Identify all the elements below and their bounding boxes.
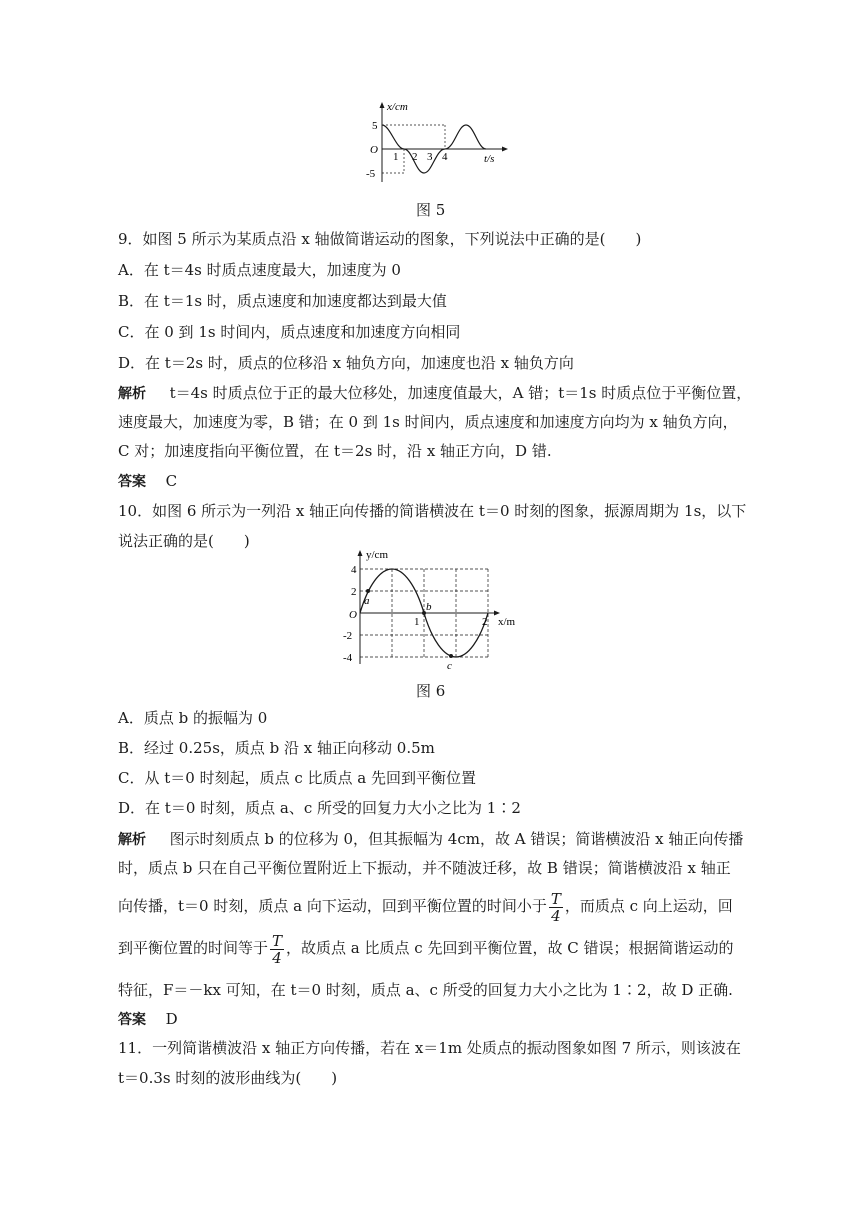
fraction-t-over-4	[549, 891, 563, 924]
q10-answer-label: 答案	[118, 1012, 146, 1028]
q9-analysis-line-2: 速度最大，加速度为零，B 错；在 0 到 1s 时间内，质点速度和加速度方向均为 x 轴负方向，	[118, 413, 738, 431]
fig5-x-tick-2: 2	[412, 151, 418, 163]
q10-analysis-label: 解析	[118, 832, 146, 848]
q11-stem-line-1: 11．一列简谐横波沿 x 轴正方向传播，若在 x＝1m 处质点的振动图象如图 7 所示，则该波在	[118, 1039, 741, 1057]
q9-analysis-line-3: C 对；加速度指向平衡位置，在 t＝2s 时，沿 x 轴正方向，D 错.	[118, 442, 552, 460]
q10-analysis-line-2: 时，质点 b 只在自己平衡位置附近上下振动，并不随波迁移，故 B 错误；简谐横波沿 x 轴正	[118, 859, 731, 877]
frac-den-2: 4	[272, 948, 282, 967]
q10-analysis-line-1	[118, 829, 743, 850]
q10-analysis-text-4b: ，故质点 a 比质点 c 先回到平衡位置，故 C 错误；根据简谐运动的	[286, 939, 734, 957]
q9-analysis-label: 解析	[118, 386, 146, 402]
q10-stem-line-2: 说法正确的是( )	[118, 532, 250, 550]
fraction-t-over-4-2	[270, 933, 284, 966]
q10-analysis-line-5: 特征，F＝－kx 可知，在 t＝0 时刻，质点 a、c 所受的回复力大小之比为 1∶2，故 D 正确.	[118, 981, 733, 999]
q9-answer-label: 答案	[118, 474, 146, 490]
q9-analysis-text-1: t＝4s 时质点位于正的最大位移处，加速度值最大，A 错；t＝1s 时质点位于平衡位置，	[169, 384, 752, 402]
q10-option-a: A．质点 b 的振幅为 0	[118, 709, 268, 727]
fig6-x-tick-2: 2	[482, 616, 488, 628]
q10-option-b: B．经过 0.25s，质点 b 沿 x 轴正向移动 0.5m	[118, 739, 435, 757]
fig6-y-tick-neg2: -2	[343, 630, 353, 642]
q9-option-b: B．在 t＝1s 时，质点速度和加速度都达到最大值	[118, 292, 447, 310]
fig6-point-c	[449, 654, 453, 658]
q10-analysis-text-1: 图示时刻质点 b 的位移为 0，但其振幅为 4cm，故 A 错误；简谐横波沿 x 轴正向传播	[169, 830, 744, 848]
q9-analysis-line-1	[118, 383, 751, 404]
q9-option-c: C．在 0 到 1s 时间内，质点速度和加速度方向相同	[118, 323, 461, 341]
fig6-x-label: x/m	[498, 616, 516, 628]
fig6-y-label: y/cm	[366, 549, 388, 561]
q10-analysis-text-3b: ，而质点 c 向上运动，回	[564, 897, 733, 915]
q10-answer	[118, 1009, 178, 1030]
q9-stem: 9．如图 5 所示为某质点沿 x 轴做简谐运动的图象，下列说法中正确的是( )	[118, 230, 642, 248]
fig6-y-tick-2: 2	[351, 586, 357, 598]
fig5-x-label: t/s	[484, 153, 495, 165]
fig6-x-tick-1: 1	[414, 616, 420, 628]
q9-option-a: A．在 t＝4s 时质点速度最大，加速度为 0	[118, 261, 401, 279]
fig5-caption: 图 5	[416, 201, 446, 219]
fig6-label-a: a	[364, 595, 370, 607]
fig6-label-b: b	[426, 601, 432, 613]
fig6-origin: O	[349, 609, 357, 621]
q10-option-d: D．在 t＝0 时刻，质点 a、c 所受的回复力大小之比为 1∶2	[118, 799, 521, 817]
q10-analysis-line-3	[118, 888, 733, 924]
q10-analysis-text-3a: 向传播，t＝0 时刻，质点 a 向下运动，回到平衡位置的时间小于	[118, 897, 547, 915]
fig5-x-tick-1: 1	[393, 151, 399, 163]
fig6-y-tick-neg4: -4	[343, 652, 353, 664]
q9-answer-value: C	[165, 472, 178, 490]
frac-num: T	[550, 889, 561, 908]
q10-analysis-text-4a: 到平衡位置的时间等于	[118, 939, 269, 957]
fig6-y-tick-4: 4	[351, 564, 357, 576]
fig5-x-tick-3: 3	[427, 151, 433, 163]
q9-option-d: D．在 t＝2s 时，质点的位移沿 x 轴负方向，加速度也沿 x 轴负方向	[118, 354, 574, 372]
q9-answer	[118, 471, 177, 492]
fig6-label-c: c	[447, 660, 452, 672]
fig5-y-tick-5: 5	[372, 120, 378, 132]
q10-answer-value: D	[165, 1010, 178, 1028]
fig5-origin: O	[370, 144, 378, 156]
fig5-x-tick-4: 4	[442, 151, 448, 163]
frac-den: 4	[551, 906, 561, 925]
figure-5-graph	[360, 98, 510, 190]
q10-analysis-line-4	[118, 930, 733, 966]
q10-option-c: C．从 t＝0 时刻起，质点 c 比质点 a 先回到平衡位置	[118, 769, 477, 787]
figure-6-graph	[340, 546, 530, 674]
fig5-y-tick-neg5: -5	[366, 168, 376, 180]
q11-stem-line-2: t＝0.3s 时刻的波形曲线为( )	[118, 1069, 338, 1087]
q10-stem-line-1: 10．如图 6 所示为一列沿 x 轴正向传播的简谐横波在 t＝0 时刻的图象，振源周期为 1s，以下	[118, 502, 747, 520]
frac-num-2: T	[272, 931, 283, 950]
fig5-y-label: x/cm	[387, 101, 408, 113]
fig6-caption: 图 6	[416, 682, 446, 700]
fig6-point-a	[366, 589, 370, 593]
